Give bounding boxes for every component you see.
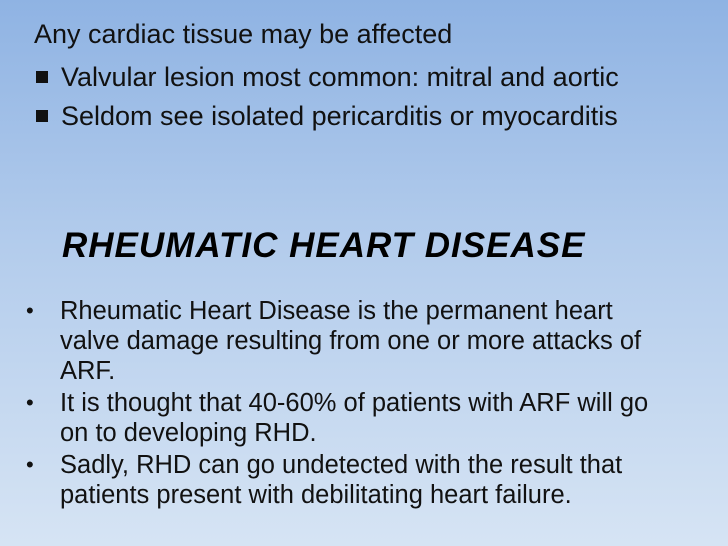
bullet-dot-icon: • <box>26 452 34 477</box>
square-bullet-icon <box>36 110 48 122</box>
bullet-item <box>22 296 662 386</box>
sub-point-item <box>34 101 684 132</box>
bullet-list <box>22 296 662 512</box>
bullet-dot-icon: • <box>26 390 34 415</box>
bullet-item <box>22 450 662 510</box>
square-bullet-icon <box>36 71 48 83</box>
sub-point-item <box>34 62 684 93</box>
sub-point-list <box>34 62 684 140</box>
bullet-text: It is thought that 40-60% of patients with ARF will go on to developing RHD. <box>60 389 649 447</box>
bullet-item <box>22 388 662 448</box>
bullet-dot-icon: • <box>26 298 34 323</box>
sub-point-text: Seldom see isolated pericarditis or myocarditis <box>61 101 618 131</box>
bullet-text: Rheumatic Heart Disease is the permanent heart valve damage resulting from one or more attacks of ARF. <box>60 297 642 385</box>
bullet-text: Sadly, RHD can go undetected with the result that patients present with debilitating heart failure. <box>60 451 623 509</box>
slide-heading: RHEUMATIC HEART DISEASE <box>62 226 586 265</box>
intro-line: Any cardiac tissue may be affected <box>34 19 453 49</box>
sub-point-text: Valvular lesion most common: mitral and aortic <box>61 62 619 92</box>
